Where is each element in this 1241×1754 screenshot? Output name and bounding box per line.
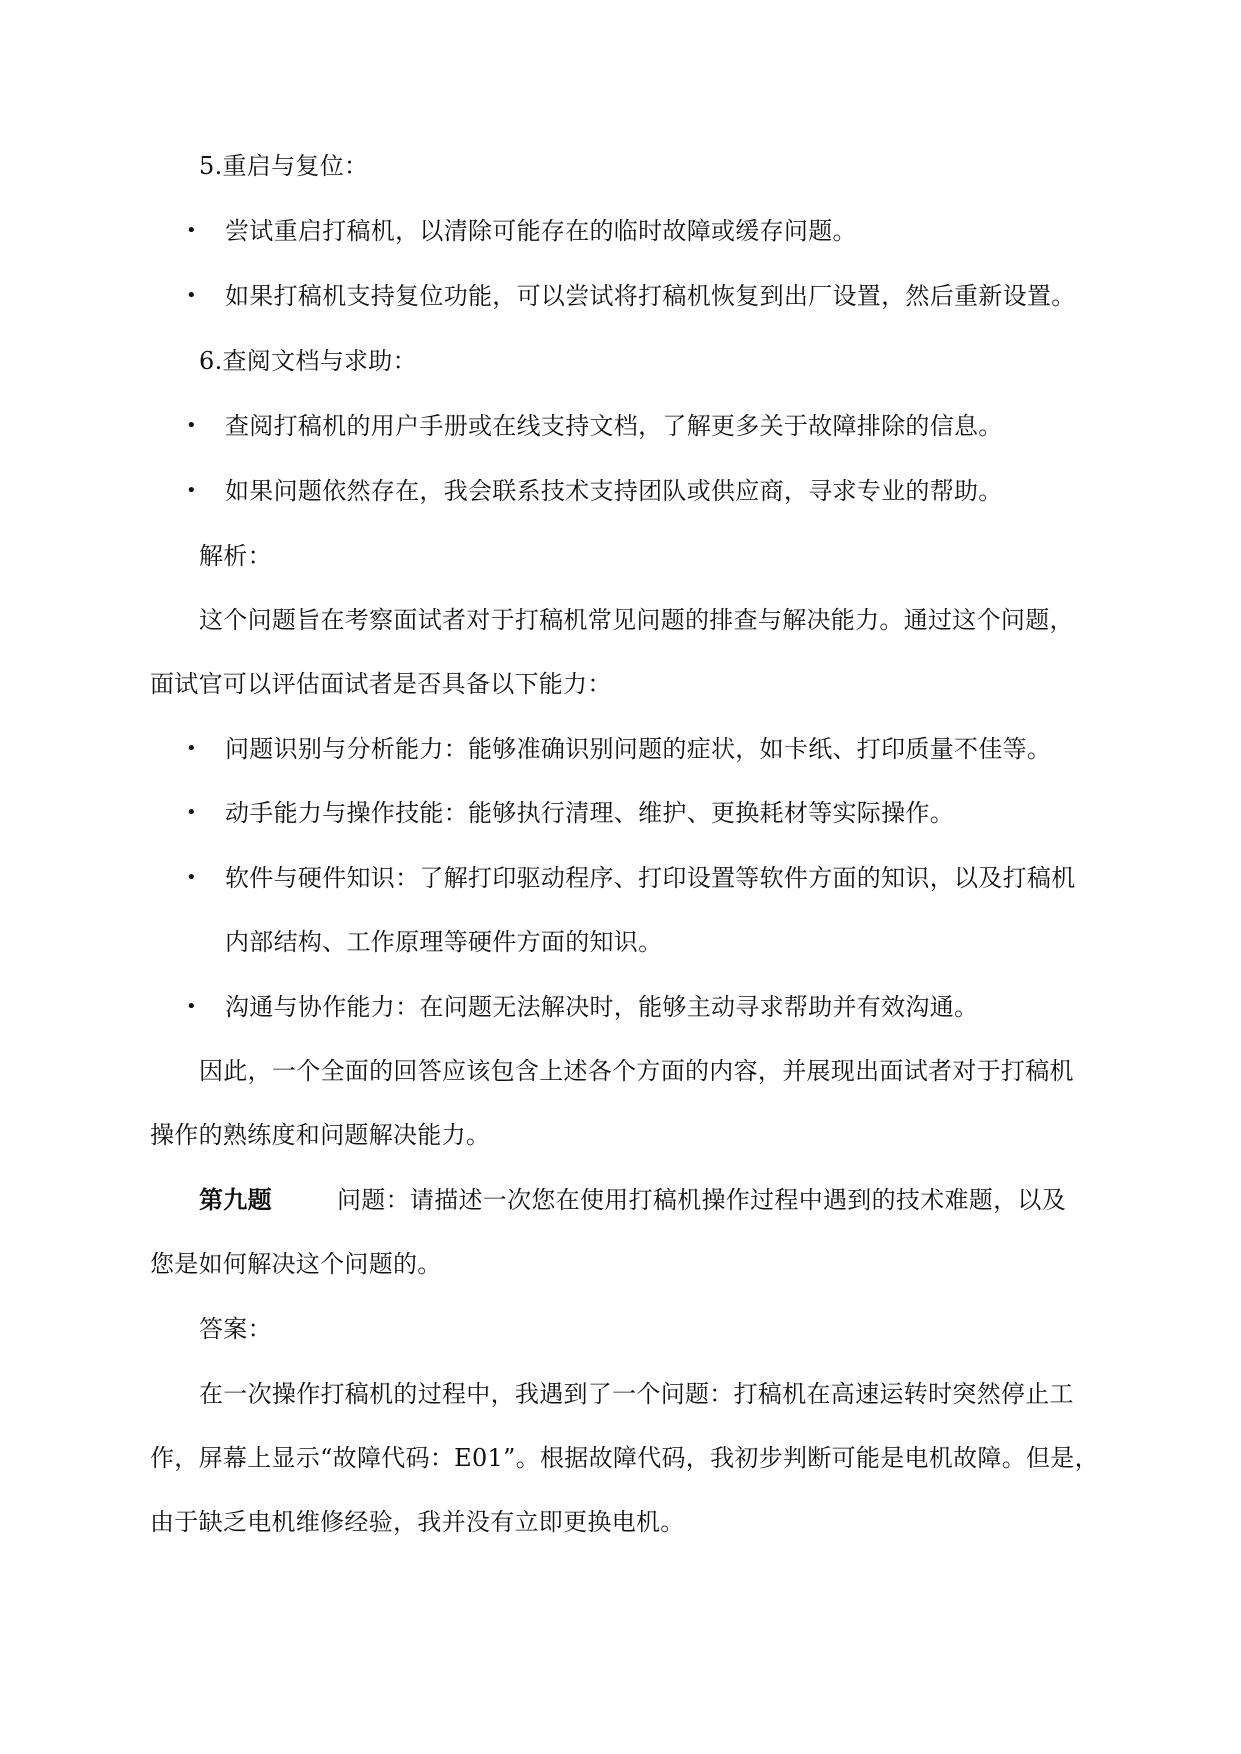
bullet-icon: •	[186, 802, 197, 823]
answer-line-3: 由于缺乏电机维修经验，我并没有立即更换电机。	[150, 1508, 685, 1536]
bullet-icon: •	[186, 285, 197, 306]
section-5-item-1: 尝试重启打稿机，以清除可能存在的临时故障或缓存问题。	[225, 217, 857, 245]
section-6-heading: 6.查阅文档与求助：	[199, 347, 417, 375]
question-text-line-2: 您是如何解决这个问题的。	[150, 1250, 442, 1278]
question-text-line-1: 问题：请描述一次您在使用打稿机操作过程中遇到的技术难题，以及	[337, 1186, 1066, 1214]
answer-label: 答案：	[199, 1315, 272, 1343]
bullet-icon: •	[186, 996, 197, 1017]
ability-item-1: 问题识别与分析能力：能够准确识别问题的症状，如卡纸、打印质量不佳等。	[225, 735, 1052, 763]
analysis-paragraph-line-1: 这个问题旨在考察面试者对于打稿机常见问题的排查与解决能力。通过这个问题，	[199, 606, 1074, 634]
bullet-icon: •	[186, 415, 197, 436]
bullet-icon: •	[186, 220, 197, 241]
conclusion-line-2: 操作的熟练度和问题解决能力。	[150, 1121, 491, 1149]
analysis-paragraph-line-2: 面试官可以评估面试者是否具备以下能力：	[150, 670, 612, 698]
bullet-icon: •	[186, 480, 197, 501]
section-5-heading: 5.重启与复位：	[199, 152, 369, 180]
section-5-item-2: 如果打稿机支持复位功能，可以尝试将打稿机恢复到出厂设置，然后重新设置。	[225, 282, 1076, 310]
answer-line-1: 在一次操作打稿机的过程中，我遇到了一个问题：打稿机在高速运转时突然停止工	[199, 1380, 1074, 1408]
ability-item-4: 沟通与协作能力：在问题无法解决时，能够主动寻求帮助并有效沟通。	[225, 993, 979, 1021]
ability-item-3-line-2: 内部结构、工作原理等硬件方面的知识。	[225, 928, 663, 956]
answer-line-2: 作，屏幕上显示“故障代码：E01”。根据故障代码，我初步判断可能是电机故障。但是，	[150, 1444, 1099, 1472]
bullet-icon: •	[186, 738, 197, 759]
section-6-item-2: 如果问题依然存在，我会联系技术支持团队或供应商，寻求专业的帮助。	[225, 477, 1003, 505]
ability-item-3-line-1: 软件与硬件知识：了解打印驱动程序、打印设置等软件方面的知识，以及打稿机	[225, 864, 1076, 892]
section-6-item-1: 查阅打稿机的用户手册或在线支持文档，了解更多关于故障排除的信息。	[225, 412, 1003, 440]
ability-item-2: 动手能力与操作技能：能够执行清理、维护、更换耗材等实际操作。	[225, 799, 954, 827]
conclusion-line-1: 因此，一个全面的回答应该包含上述各个方面的内容，并展现出面试者对于打稿机	[199, 1057, 1074, 1085]
bullet-icon: •	[186, 867, 197, 888]
analysis-label: 解析：	[199, 542, 272, 570]
question-number: 第九题	[199, 1185, 272, 1214]
